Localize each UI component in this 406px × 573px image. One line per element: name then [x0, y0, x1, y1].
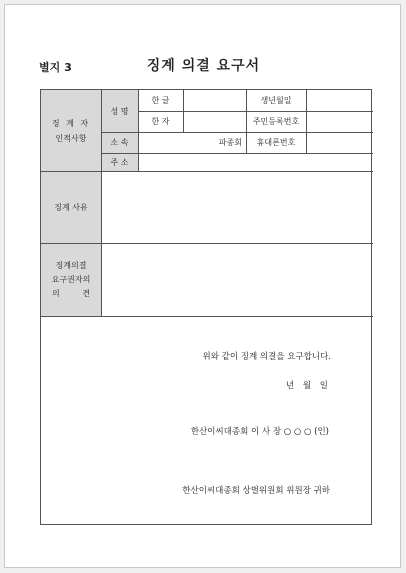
date-line: 년 월 일 — [285, 381, 328, 391]
opinion-label-line3: 의 견 — [52, 289, 90, 298]
mobile-label: 휴대폰번호 — [256, 138, 296, 147]
resident-number-label: 주민등록번호 — [252, 117, 300, 126]
mobile-field[interactable] — [306, 132, 373, 153]
reason-label: 징계 사유 — [41, 171, 101, 243]
request-statement: 위와 같이 징계 의결을 요구합니다. — [202, 352, 331, 362]
hangul-label: 한 글 — [151, 96, 170, 105]
document-page — [4, 4, 401, 568]
address-label: 주 소 — [101, 153, 138, 171]
personal-info-label-line1: 징 계 자 — [51, 118, 91, 128]
opinion-label — [41, 243, 101, 316]
opinion-field[interactable] — [101, 243, 373, 316]
addressee-line: 한산이씨대종회 상벌위원회 위원장 귀하 — [182, 486, 330, 496]
opinion-label-line1: 징계의결 — [55, 261, 87, 270]
hanja-name-field[interactable] — [183, 111, 246, 132]
affiliation-label: 소 속 — [101, 132, 138, 153]
personal-info-label-line2: 인적사항 — [55, 133, 87, 143]
form-title: 징계 의결 요구서 — [146, 58, 261, 74]
hanja-label: 한 자 — [151, 117, 170, 126]
branch-label: 파종회 — [218, 138, 242, 147]
hangul-name-field[interactable] — [183, 90, 246, 111]
resident-number-field[interactable] — [306, 111, 373, 132]
name-label: 성 명 — [101, 90, 138, 132]
birthdate-field[interactable] — [306, 90, 373, 111]
reason-field[interactable] — [101, 171, 373, 243]
affiliation-field[interactable] — [138, 132, 196, 153]
disciplinary-form-table — [40, 89, 372, 525]
birthdate-label: 생년월일 — [260, 96, 292, 105]
signatory-line: 한산이씨대종회 이 사 장 ○ ○ ○ (인) — [190, 427, 329, 437]
form-number: 별지 3 — [39, 61, 72, 74]
opinion-label-line2: 요구권자의 — [51, 275, 91, 284]
address-field[interactable] — [138, 153, 373, 171]
personal-info-label — [41, 90, 101, 171]
